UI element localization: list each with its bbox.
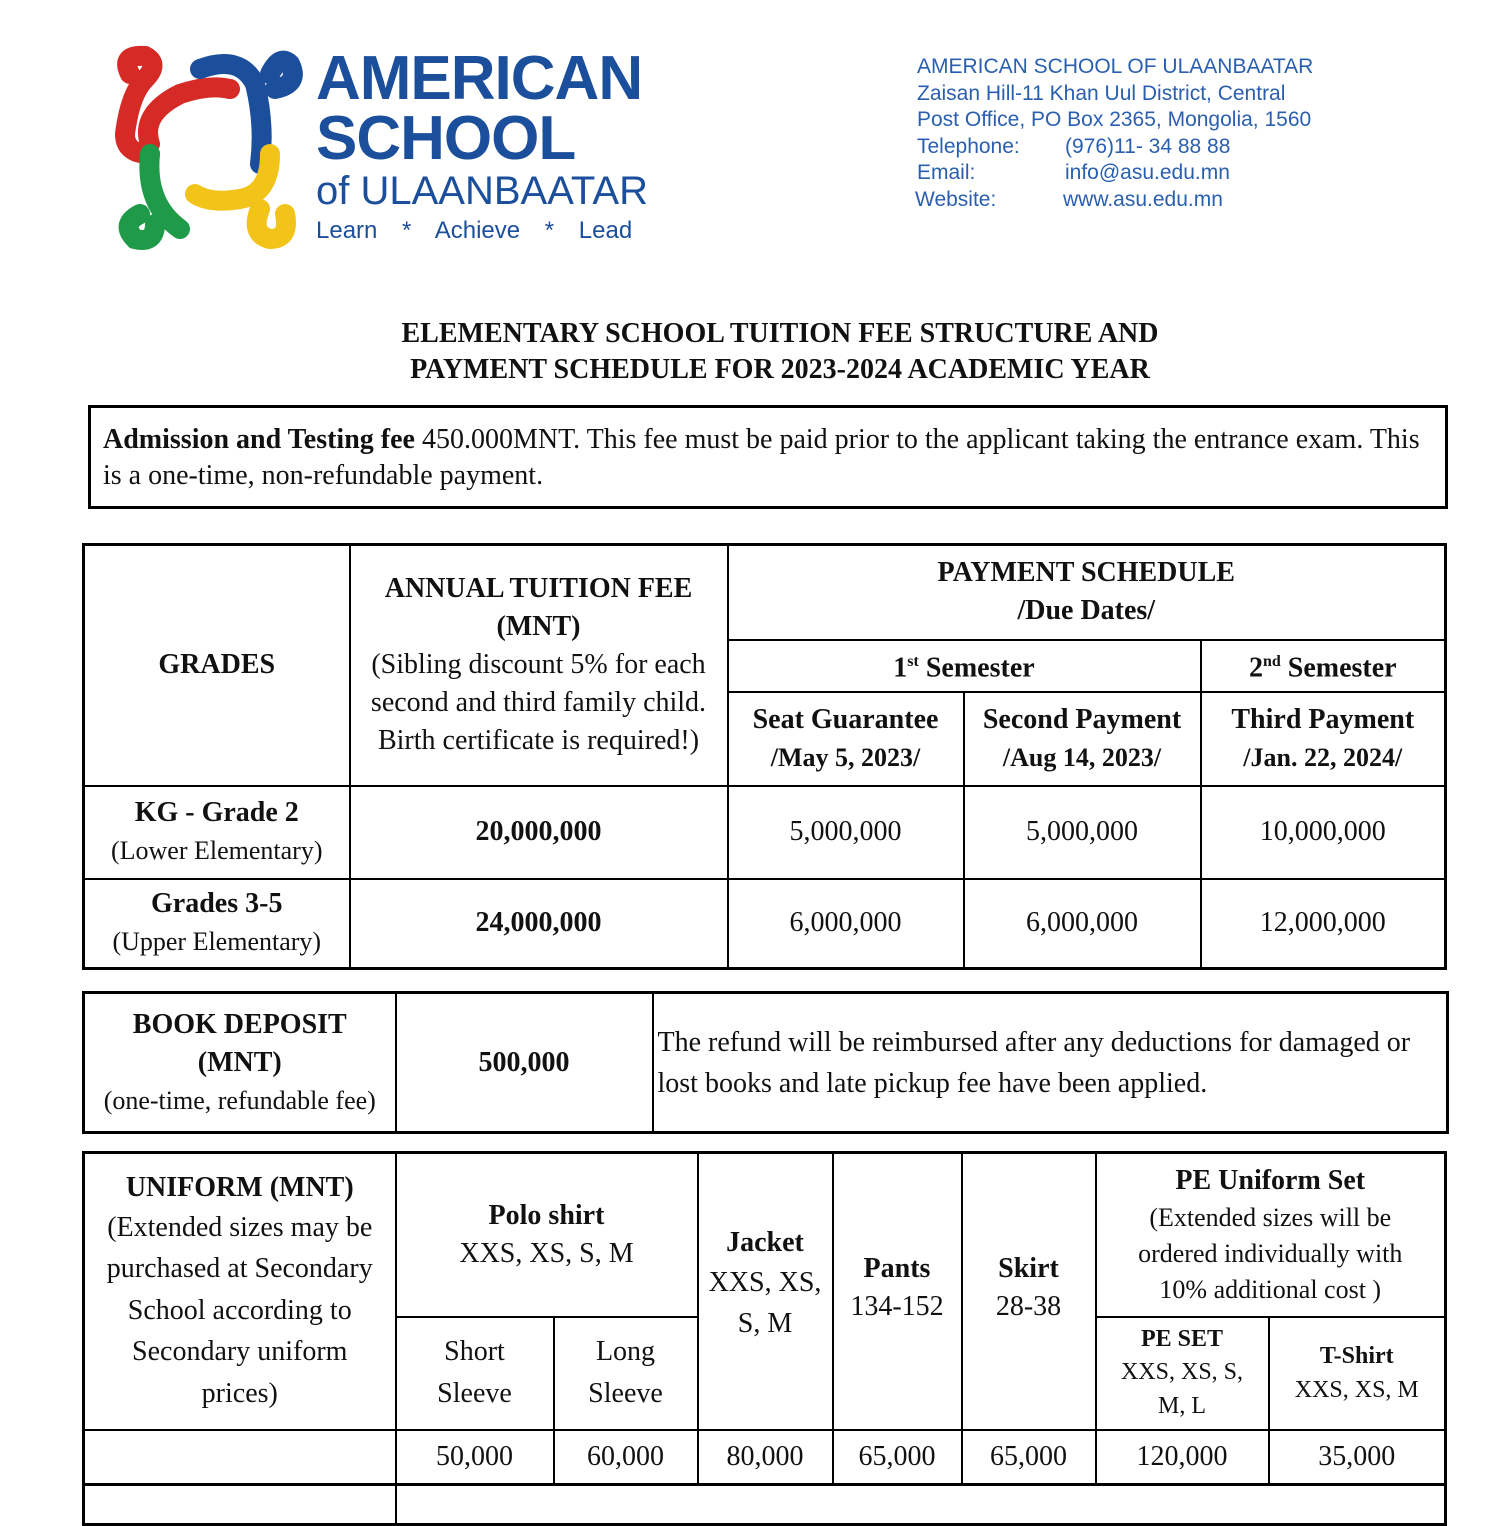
fee-header-title: ANNUAL TUITION FEE (MNT) (384, 573, 693, 643)
book-deposit-label-cell (84, 993, 396, 1133)
pay1-label: Seat Guarantee (752, 703, 939, 735)
pay3-label: Third Payment (1231, 703, 1415, 735)
price-cell: 65,000 (962, 1430, 1096, 1485)
pay2-label: Second Payment (982, 703, 1182, 735)
book-deposit-amount: 500,000 (396, 993, 653, 1133)
telephone-label: Telephone: (917, 134, 1020, 158)
school-name: AMERICAN SCHOOL OF ULAANBAATAR (917, 55, 1314, 78)
grade-sub: (Upper Elementary) (112, 927, 322, 957)
sem2-num: 2 (1248, 652, 1263, 684)
payment2-header (964, 692, 1201, 786)
logo-line3: of ULAANBAATAR (316, 169, 648, 213)
address-line2: Post Office, PO Box 2365, Mongolia, 1560 (917, 108, 1312, 131)
payment3-cell: 10,000,000 (1201, 786, 1446, 879)
contact-block (917, 54, 1313, 213)
polo-label: Polo shirt (488, 1199, 605, 1231)
website-label: Website: (915, 187, 997, 211)
grade-sub: (Lower Elementary) (110, 836, 323, 865)
schedule-sub: /Due Dates/ (1017, 595, 1156, 627)
peset-sizes: XXS, XS, S, M, L (1120, 1359, 1244, 1419)
skirt-label: Skirt (998, 1253, 1059, 1284)
uniform-table (82, 1151, 1447, 1526)
sem2-sup: nd (1262, 653, 1281, 671)
grade-cell (84, 786, 350, 879)
address-line1: Zaisan Hill-11 Khan Uul District, Central (917, 81, 1286, 105)
title-line1: ELEMENTARY SCHOOL TUITION FEE STRUCTURE AND (401, 318, 1159, 349)
uniform-note: (Extended sizes may be purchased at Secondary School according to Secondary uniform prices) (106, 1211, 373, 1409)
book-deposit-sub: (one-time, refundable fee) (103, 1085, 376, 1115)
sem1-sup: st (907, 653, 919, 671)
payment1-cell: 5,000,000 (728, 786, 964, 879)
table-row (84, 786, 1446, 879)
grade-cell (84, 879, 350, 969)
website-value[interactable]: www.asu.edu.mn (1063, 187, 1223, 211)
jacket-sizes: XXS, XS, S, M (708, 1267, 822, 1339)
uniform-label: UNIFORM (MNT) (125, 1171, 354, 1203)
payment1-header (728, 692, 964, 786)
admission-fee-box (88, 405, 1448, 509)
polo-sizes: XXS, XS, S, M (459, 1237, 634, 1269)
grades-header: GRADES (84, 545, 350, 786)
sem2-label: Semester (1280, 652, 1397, 684)
sem1-label: Semester (918, 652, 1035, 684)
email-label: Email: (917, 161, 976, 184)
pay2-date: /Aug 14, 2023/ (1002, 742, 1162, 772)
logo-tagline: Learn * Achieve * Lead (316, 217, 633, 244)
grade-label: Grades 3-5 (151, 888, 283, 920)
website-row (915, 187, 1313, 214)
logo-emblem-icon (110, 44, 310, 254)
tuition-table (82, 543, 1447, 970)
book-deposit-note: The refund will be reimbursed after any deductions for damaged or lost books and late pickup fee have been applied. (653, 993, 1448, 1133)
semester1-header (728, 640, 1201, 692)
book-deposit-label: BOOK DEPOSIT (MNT) (132, 1008, 347, 1078)
price-cell: 35,000 (1269, 1430, 1446, 1485)
cutoff-row (84, 1485, 1446, 1525)
email-value[interactable]: info@asu.edu.mn (1065, 161, 1230, 184)
logo-line1: AMERICAN (316, 44, 643, 113)
peset-header (1096, 1317, 1269, 1430)
payment3-header (1201, 692, 1446, 786)
empty-cell (84, 1485, 396, 1525)
short-sleeve-header: Short Sleeve (396, 1317, 554, 1430)
pe-header (1096, 1153, 1446, 1317)
fee-cell: 20,000,000 (350, 786, 728, 879)
telephone-value: (976)11- 34 88 88 (1065, 134, 1231, 158)
empty-cell (84, 1430, 396, 1485)
fee-header-note: (Sibling discount 5% for each second and third family child. Birth certificate is required!) (370, 649, 707, 757)
jacket-header (698, 1153, 833, 1430)
price-cell: 120,000 (1096, 1430, 1269, 1485)
semester2-header (1201, 640, 1446, 692)
pants-label: Pants (863, 1253, 931, 1284)
page-title (0, 316, 1500, 388)
schedule-header (728, 545, 1446, 640)
jacket-label: Jacket (726, 1227, 804, 1258)
pay1-date: /May 5, 2023/ (770, 742, 921, 772)
pay3-date: /Jan. 22, 2024/ (1243, 742, 1403, 772)
empty-cell (396, 1485, 1446, 1525)
skirt-header (962, 1153, 1096, 1430)
polo-header (396, 1153, 698, 1317)
table-row (84, 879, 1446, 969)
admission-label: Admission and Testing fee (103, 424, 415, 455)
book-deposit-table (82, 991, 1449, 1134)
payment2-cell: 6,000,000 (964, 879, 1201, 969)
schedule-title: PAYMENT SCHEDULE (937, 557, 1235, 589)
sem1-num: 1 (893, 652, 908, 684)
skirt-sizes: 28-38 (995, 1291, 1062, 1322)
price-cell: 60,000 (554, 1430, 698, 1485)
payment3-cell: 12,000,000 (1201, 879, 1446, 969)
admission-text: 450.000MNT. This fee must be paid prior to the applicant taking the entrance exam. This is a one-time, non-refundable payment. (103, 424, 1420, 491)
fee-header (350, 545, 728, 786)
tshirt-label: T-Shirt (1319, 1343, 1394, 1369)
pants-sizes: 134-152 (850, 1291, 944, 1322)
fee-cell: 24,000,000 (350, 879, 728, 969)
tshirt-header (1269, 1317, 1446, 1430)
price-cell: 65,000 (833, 1430, 962, 1485)
price-cell: 80,000 (698, 1430, 833, 1485)
price-cell: 50,000 (396, 1430, 554, 1485)
uniform-label-cell (84, 1153, 396, 1430)
pants-header (833, 1153, 962, 1430)
title-line2: PAYMENT SCHEDULE FOR 2023-2024 ACADEMIC YEAR (410, 354, 1150, 385)
telephone-row (917, 134, 1313, 161)
pe-note: (Extended sizes will be ordered individually with 10% additional cost ) (1138, 1202, 1403, 1304)
payment1-cell: 6,000,000 (728, 879, 964, 969)
logo-wordmark (316, 44, 648, 248)
uniform-price-row (84, 1430, 1446, 1485)
pe-label: PE Uniform Set (1175, 1164, 1366, 1196)
long-sleeve-header: Long Sleeve (554, 1317, 698, 1430)
grade-label: KG - Grade 2 (134, 797, 299, 828)
email-row (917, 160, 1313, 187)
peset-label: PE SET (1140, 1326, 1224, 1352)
tshirt-sizes: XXS, XS, M (1294, 1377, 1419, 1403)
logo-line2: SCHOOL (316, 104, 576, 173)
payment2-cell: 5,000,000 (964, 786, 1201, 879)
